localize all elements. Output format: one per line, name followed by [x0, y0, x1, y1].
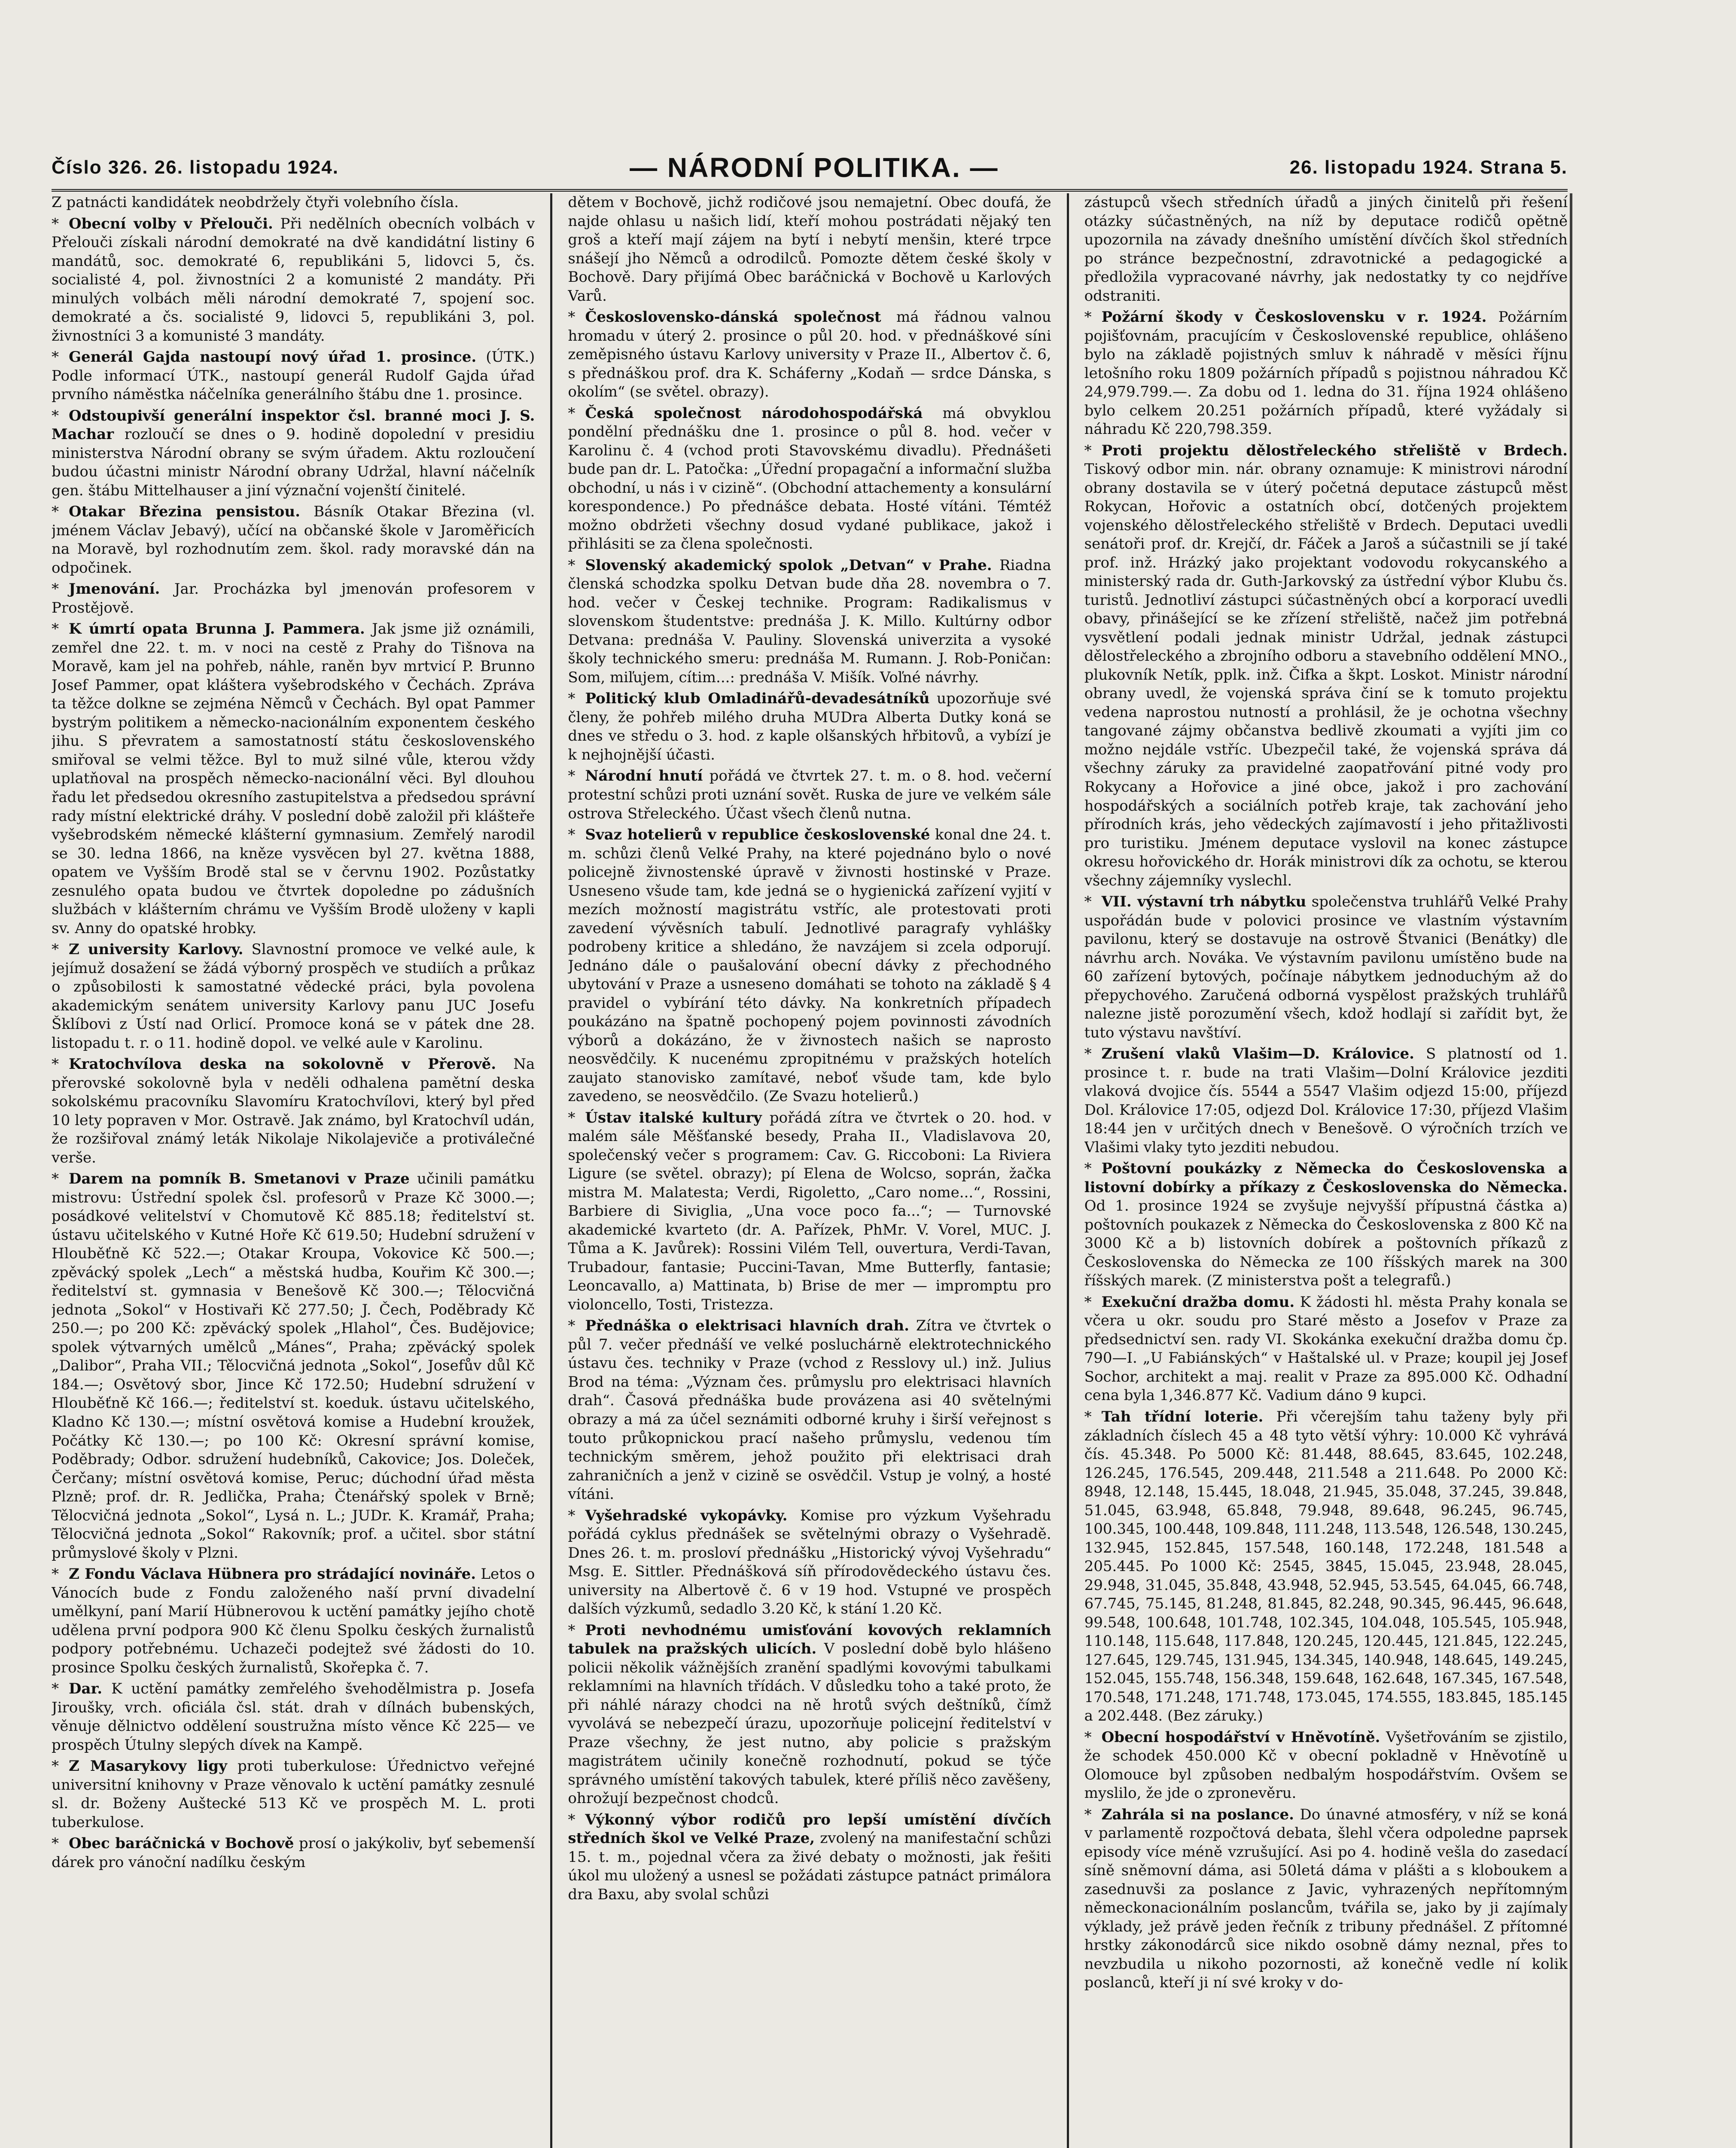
article-bullet: *	[568, 767, 576, 785]
date-page-number: 26. listopadu 1924. Strana 5.	[1289, 157, 1568, 178]
article-bullet: *	[1084, 1806, 1092, 1823]
article	[52, 215, 535, 346]
article-bullet: *	[52, 580, 59, 598]
article-text: Slavnostní promoce ve velké aule, k jejímuž dosažení se žádá výborný prospěch ve studiích a průkaz o způsobilosti k samostatné vědecké práci, byla povolena akademickým senátem university Karlovy panu JUC Josefu Šklíbovi z Ústí nad Orlicí. Promoce koná se v pátek dne 28. listopadu t. r. o 11. hodině dopol. ve velké aule v Karolinu.	[52, 941, 535, 1052]
article-text: zástupců všech středních úřadů a jiných činitelů při řešení otázky súčastněných, na níž by deputace rodičů opětně upozornila na závady dnešního umístění dívčích škol středních po stránce bezpečnostní, zdravotnické a pedagogické a předložila vypracované návrhy, jak nedostatky ty co nejdříve odstraniti.	[1084, 194, 1568, 305]
article-bullet: *	[568, 404, 576, 422]
article-text: Vyšetřováním se zjistilo, že schodek 450.000 Kč v obecní pokladně v Hněvotíně u Olomouce byl způsoben nedbalým hospodářstvím. Ovšem se myslilo, že jde o zpronevěru.	[1084, 1728, 1568, 1802]
article-bullet: *	[568, 556, 576, 574]
article-text: Básník Otakar Březina (vl. jménem Václav Jebavý), učící na občanské škole v Jaroměřicích na Moravě, byl rozhodnutím zem. škol. rady moravské dán na odpočinek.	[52, 503, 535, 577]
article-text: Jar. Procházka byl jmenován profesorem v Prostějově.	[52, 580, 535, 616]
article	[568, 1811, 1051, 1904]
article-text: Letos o Vánocích bude z Fondu založeného naší první divadelní umělkyní, paní Marií Hübnerovou k uctění památky jejího chotě udělena první podpora 900 Kč členu Spolku českých žurnalistů podpory potřebnému. Uchazeči podejtež své žádosti do 10. prosince Spolku českých žurnalistů, Skořepka č. 7.	[52, 1565, 535, 1676]
article-bullet: *	[568, 1621, 576, 1639]
article-text: zvolený na manifestační schůzi 15. t. m., pojednal včera za živé debaty o možnosti, jak řešiti úkol mu uložený a usnesl se požádati zástupce patnáct primálora dra Baxu, aby svolal schůzi	[568, 1830, 1051, 1903]
article-text: K žádosti hl. města Prahy konala se včera u okr. soudu pro Staré město a Josefov v Praze za předsednictví sen. rady VI. Skokánka exekuční dražba domu čp. 790—I. „U Fabiánských“ v Haštalské ul. v Praze; koupil jej Josef Sochor, architekt a maj. realit v Praze za 895.000 Kč. Odhadní cena byla 1,346.877 Kč. Vadium dáno 9 kupci.	[1084, 1293, 1568, 1404]
article	[52, 1757, 535, 1832]
article	[52, 407, 535, 500]
article-bullet: *	[52, 348, 59, 366]
article	[52, 1680, 535, 1754]
article	[568, 1109, 1051, 1315]
article-heading: VII. výstavní trh nábytku	[1101, 893, 1307, 911]
article-heading: Exekuční dražba domu.	[1101, 1293, 1295, 1311]
article-heading: Proti projektu dělostřeleckého střeliště v Brdech.	[1101, 442, 1568, 459]
article	[1084, 1045, 1568, 1157]
article-text: Při včerejším tahu taženy byly při základních číslech 45 a 48 tyto větší výhry: 10.000 Kč vyhrává čís. 45.348. Po 5000 Kč: 81.448, 88.645, 83.645, 102.248, 126.245, 176.545, 209.448, 211.548 a 211.648. Po 2000 Kč: 8948, 12.148, 15.445, 18.048, 21.945, 35.048, 37.245, 39.848, 51.045, 63.948, 65.848, 79.948, 89.648, 96.245, 96.745, 100.345, 100.448, 109.848, 111.248, 113.548, 126.548, 130.245, 132.945, 152.845, 157.548, 160.148, 172.248, 181.548 a 205.445. Po 1000 Kč: 2545, 3845, 15.045, 23.948, 28.045, 29.948, 31.045, 35.848, 43.948, 52.945, 53.545, 64.045, 66.748, 67.745, 75.145, 81.248, 81.845, 82.248, 90.345, 96.445, 96.648, 99.548, 100.648, 101.748, 102.345, 104.048, 105.545, 105.948, 110.148, 115.648, 117.848, 120.245, 120.445, 121.845, 122.245, 127.645, 129.745, 131.945, 134.345, 140.948, 148.645, 149.245, 152.045, 155.748, 156.348, 159.648, 162.648, 167.345, 167.548, 170.548, 171.248, 171.748, 173.045, 174.555, 183.845, 185.145 a 202.448. (Bez záruky.)	[1084, 1408, 1568, 1725]
article	[52, 1565, 535, 1677]
article	[52, 348, 535, 404]
article	[1084, 1293, 1568, 1405]
article-text: upozorňuje své členy, že pohřeb milého druha MUDra Alberta Dutky koná se dnes ve středu o 3. hod. z kaple olšanských hřbitovů, a vybízí je k nejhojnější účasti.	[568, 690, 1051, 763]
article-heading: Politický klub Omladinářů-devadesátníků	[585, 690, 930, 708]
article-bullet: *	[1084, 1045, 1092, 1063]
article-heading: Z Masarykovy ligy	[69, 1757, 227, 1775]
article-bullet: *	[1084, 893, 1092, 911]
article-heading: Otakar Březina pensistou.	[69, 503, 300, 521]
article-heading: Slovenský akademický spolok „Detvan“ v Prahe.	[585, 556, 992, 574]
article	[568, 690, 1051, 764]
article-text: V poslední době bylo hlášeno policii několik vážnějších zranění spadlými kovovými tabulkami reklamními na hlavních třídách. V důsledku toho a také proto, že při náhlé nárazy chodci na ně hrotů svých deštníků, čímž vyvolává se nebezpečí úrazu, upozorňuje policejní ředitelství v Praze všechny, že jest nutno, aby policie s pražským magistrátem učinily konečně rozhodnutí, pokud se týče správného umístění takových tabulek, které příliš něco zavěšeny, ohrožují bezpečnost chodců.	[568, 1640, 1051, 1807]
article	[52, 1055, 535, 1167]
article-bullet: *	[52, 620, 59, 638]
page-header	[52, 146, 1568, 192]
article-heading: Československo-dánská společnost	[585, 308, 881, 326]
article	[1084, 1408, 1568, 1726]
article	[568, 826, 1051, 1106]
article-text: pořádá ve čtvrtek 27. t. m. o 8. hod. večerní protestní schůzi proti uznání sovět. Ruska de jure ve velkém sále ostrova Střeleckého. Účast všech členů nutna.	[568, 767, 1051, 822]
article-bullet: *	[52, 407, 59, 424]
article-bullet: *	[52, 1757, 59, 1775]
article-heading: Ústav italské kultury	[585, 1109, 762, 1126]
article-bullet: *	[568, 1507, 576, 1524]
article	[568, 767, 1051, 823]
article-text: Tiskový odbor min. nár. obrany oznamuje: K ministrovi národní obrany dostavila se v úterý početná deputace zástupců měst Rokycan, Hořovic a ostatních obcí, dotčených projektem vojenského dělostřeleckého střeliště v Brdech. Deputaci uvedli senátoři prof. dr. Krejčí, dr. Fáček a Jaroš a súčastnili se jí také prof. inž. Hrázký jako projektant vodovodu rokycanského a ministerský rada dr. Guth-Jarkovský za ústřední výbor Klubu čs. turistů. Jednotliví zástupci súčastněných obcí a korporací uvedli obavy, přinášející se ke zřízení střeliště, načež jim potřebná vysvětlení podali jednak ministr Udržal, jednak zástupci dělostřeleckého a zbrojního odboru a stavebního oddělení MNO., plukovník Netík, pplk. inž. Čifka a škpt. Loskot. Ministr národní obrany uvedl, že vojenská správa činí se k tomuto projektu vedena naprostou nutností a prohlásil, že je ochotna všechny tangované zájmy občanstva bedlivě zkoumati a vyjíti jim co možno nejdále vstříc. Ubezpečil také, že vojenská správa dá všechny záruky za pravidelné zaopatřování pitné vody pro Rokycany a Hořovice a jiné obce, jakož i pro zachování hospodářských a sociálních potřeb kraje, tak zachování jeho přírodních krás, jeho vědeckých zajímavostí i jeho přitažlivosti pro turistiku. Jménem deputace vyslovil na konec zástupce okresu hořovického dr. Horák ministrovi dík za ochotu, se kterou všechny zájemníky vyslechl.	[1084, 461, 1568, 889]
article-heading: Svaz hotelierů v republice československé	[585, 826, 930, 844]
article-heading: Proti nevhodnému umisťování kovových reklamních tabulek na pražských ulicích.	[568, 1621, 1051, 1658]
article-bullet: *	[52, 1170, 59, 1188]
article	[568, 1621, 1051, 1808]
article-text: Zítra ve čtvrtek o půl 7. večer přednáší ve velké posluchárně elektrotechnického ústavu čes. techniky v Praze (vchod z Resslovy ul.) inž. Julius Brod na téma: „Význam čes. průmyslu pro elektrisaci hlavních drah“. Časová přednáška bude provázena asi 40 světelnými obrazy a má za účel seznámiti odborné kruhy i širší veřejnost s touto průkopnickou prací našeho průmyslu, vedenou tím technickým směrem, jehož použito při elektrisaci drah zahraničních a jenž v cizině se osvědčil. Vstup je volný, a hosté vítáni.	[568, 1317, 1051, 1503]
article-heading: Přednáška o elektrisaci hlavních drah.	[585, 1317, 909, 1335]
article-text: Jak jsme již oznámili, zemřel dne 22. t. m. v noci na cestě z Prahy do Tišnova na Moravě, kam jel na pohřeb, náhle, raněn byv mrtvicí P. Brunno Josef Pammer, opat kláštera vyšebrodského v Čechách. Zpráva ta těžce dolkne se zejména Němců v Čechách. Byl opat Pammer bystrým politikem a německo-nacionálním exponentem českého jihu. S převratem a samostatností státu československého smiřoval se velmi těžce. Byl to muž silné vůle, kterou vždy uplatňoval na prospěch německo-nacionální věci. Byl dlouhou řadu let předsedou okresního zastupitelstva a předsedou správní rady místní elektrické dráhy. V poslední době založil při klášteře vyšebrodském německé klášterní gymnasium. Zemřelý narodil se 30. ledna 1866, na kněze vysvěcen byl 27. května 1888, opatem ve Vyšším Brodě stal se v červnu 1902. Pozůstatky zesnulého opata budou ve čtvrtek dopoledne po zádušních službách v klášterním chrámu ve Vyšším Brodě uloženy v kapli sv. Anny do opatské hrobky.	[52, 620, 535, 937]
article-bullet: *	[1084, 1728, 1092, 1746]
article	[52, 1170, 535, 1562]
article-bullet: *	[52, 941, 59, 958]
article-heading: Vyšehradské vykopávky.	[585, 1507, 788, 1524]
article	[568, 556, 1051, 687]
article-text: společenstva truhlářů Velké Prahy uspořádán bude v polovici prosince ve vlastním výstavním pavilonu, který se dostavuje na ostrově Štvanici (Benátky) dle návrhu arch. Nováka. Ve výstavním pavilonu umístěno bude na 60 zařízení bytových, počínaje nábytkem jednoduchým až do přepychového. Zaručená odborná vyspělost pražských truhlářů nalezne jistě porozumění všech, kdož hodlají si zařídit byt, že tuto výstavu navštíví.	[1084, 893, 1568, 1041]
article	[1084, 1728, 1568, 1803]
article	[1084, 308, 1568, 439]
column-1	[52, 193, 535, 2148]
article-text: proti tuberkulose: Úřednictvo veřejné universitní knihovny v Praze věnovalo k uctění památky zesnulé sl. dr. Boženy Auštecké 513 Kč ve prospěch M. L. proti tuberkulose.	[52, 1757, 535, 1831]
article-heading: K úmrtí opata Brunna J. Pammera.	[69, 620, 365, 638]
article-text: má řádnou valnou hromadu v úterý 2. prosince o půl 20. hod. v přednáškové síni zeměpisného ústavu Karlovy university v Praze II., Albertov č. 6, s přednáškou prof. dra K. Scháferny „Kodaň — srdce Dánska, s okolím“ (se světel. obrazy).	[568, 308, 1051, 401]
article	[1084, 1806, 1568, 1992]
article	[1084, 1159, 1568, 1291]
article-text: konal dne 24. t. m. schůzi členů Velké Prahy, na které pojednáno bylo o nové policejně živnostenské úpravě v živnosti hostinské v Praze. Usneseno všude tam, kde jedná se o hygienická zařízení vyjití v mezích možností magistrátu vstříc, ale protestovati proti zavedení vývěsních tabulí. Jednotlivé paragrafy vyhlášky podrobeny kritice a shledáno, že navzájem si zcela odporují. Jednáno dále o paušalování obecní dávky z přechodného ubytování v Praze a usneseno domáhati se tohoto na základě § 4 pravidel o vybírání této dávky. Na konkretních případech poukázáno na špatně pochopený pojem povinnosti závodních výborů a dokázáno, že v živnostech našich se naprosto neosvědčily. K nucenému zpropitnému v pražských hotelích zaujato stanovisko zamítavé, neboť všude tam, kde bylo zavedeno, se neosvědčilo. (Ze Svazu hotelierů.)	[568, 826, 1051, 1105]
article-text: Požárním pojišťovnám, pracujícím v Československé republice, ohlášeno bylo na základě pojistných smluv k náhradě v měsíci říjnu letošního roku 1809 požárních případů s pojistnou náhradou Kč 24,979.799.—. Za dobu od 1. ledna do 31. října 1924 ohlášeno bylo celkem 20.251 požárních případů, které vyžádaly si náhradu Kč 220,798.359.	[1084, 308, 1568, 438]
article-text: dětem v Bochově, jichž rodičové jsou nemajetní. Obec doufá, že najde ohlasu u našich lidí, kteří mohou postrádati nějaký ten groš a kteří mají zájem na bytí i nebytí menšin, které trpce snášejí jho Němců a odrodilců. Pomozte dětem české školy v Bochově. Dary přijímá Obec baráčnická v Bochově u Karlových Varů.	[568, 194, 1051, 305]
article-heading: Poštovní poukázky z Německa do Československa a listovní dobírky a příkazy z Československa do Německa.	[1084, 1160, 1568, 1196]
article	[568, 308, 1051, 402]
article-text: K uctění památky zemřelého švehodělmistra p. Josefa Jiroušky, vrch. oficiála čsl. stát. drah v dílnách bubenských, věnuje dělnictvo oddělení soustružna místo věnce Kč 225— ve prospěch Útulny slepých dívek na Kampě.	[52, 1680, 535, 1754]
article-heading: Obecní volby v Přelouči.	[69, 215, 273, 232]
article-heading: Kratochvílova deska na sokolovně v Přerově.	[69, 1056, 496, 1073]
article-columns	[52, 193, 1568, 2148]
article-heading: Z university Karlovy.	[69, 941, 244, 958]
article-text: (ÚTK.) Podle informací ÚTK., nastoupí generál Rudolf Gajda úřad prvního náměstka náčelníka generálního štábu dne 1. prosince.	[52, 348, 535, 403]
article-heading: Generál Gajda nastoupí nový úřad 1. prosince.	[69, 348, 477, 366]
article-heading: Darem na pomník B. Smetanovi v Praze	[69, 1170, 410, 1188]
article-text: Riadna členská schodzka spolku Detvan bude dňa 28. novembra o 7. hod. večer v Českej technike. Program: Radikalismus v slovenskom študentstve: prednáša J. K. Millo. Kultúrny odbor Detvana: prednáša V. Pauliny. Slovenská univerzita a vysoké školy technického smeru: prednáša M. Rumann. J. Rob-Poničan: Som, miľujem, cítim...: prednáša V. Mišík. Voľné návrhy.	[568, 556, 1051, 686]
article-bullet: *	[52, 1056, 59, 1073]
article	[1084, 193, 1568, 305]
article	[52, 503, 535, 577]
article	[52, 1834, 535, 1872]
article-bullet: *	[1084, 442, 1092, 459]
article-text: učinili památku mistrovu: Ústřední spolek čsl. profesorů v Praze Kč 3000.—; posádkové velitelství v Chomutově Kč 885.18; ředitelství st. ústavu učitelského v Kutné Hoře Kč 619.50; Hudební sdružení v Hlouběťně Kč 522.—; Otakar Kroupa, Vokovice Kč 500.—; zpěvácký spolek „Lech“ a městská hudba, Kouřim Kč 300.—; ředitelství st. gymnasia v Benešově Kč 300.—; Tělocvičná jednota „Sokol“ v Hostivaři Kč 277.50; J. Čech, Poděbrady Kč 250.—; po 200 Kč: zpěvácký spolek „Hlahol“, Čes. Budějovice; spolek výtvarných umělců „Mánes“, Praha; zpěvácký spolek „Dalibor“, Praha VII.; Tělocvičná jednota „Sokol“, Josefův důl Kč 184.—; Osvětový sbor, Jince Kč 172.50; Hudební sdružení v Hlouběťně Kč 166.—; ředitelství st. koeduk. ústavu učitelského, Kladno Kč 130.—; místní osvětová komise a Hudební kroužek, Počátky Kč 130.—; po 100 Kč: Okresní správní komise, Poděbrady; Odbor. sdružení hudebníků, Cakovice; Jos. Doleček, Čerčany; místní osvětová komise, Peruc; dúchodní úřad města Plzně; prof. dr. R. Jedlička, Praha; Čtenářský spolek v Brně; Tělocvičná jednota „Sokol“, Lysá n. L.; JUDr. K. Kramář, Praha; Tělocvičná jednota „Sokol“ Rakovník; prof. a učitel. sbor státní průmyslové školy v Plzni.	[52, 1170, 535, 1562]
article	[52, 940, 535, 1053]
article-text: S platností od 1. prosince t. r. bude na trati Vlašim—Dolní Královice jezditi vlaková dvojice čís. 5544 a 5547 Vlašim odjezd 15:00, příjezd Dol. Královice 17:05, odjezd Dol. Královice 17:30, příjezd Vlašim 18:44 jen v určitých dnech v Benešově. O výročních trzích ve Vlašimi vlaky tyto jezditi nebudou.	[1084, 1045, 1568, 1156]
article-bullet: *	[1084, 308, 1092, 326]
article	[1084, 893, 1568, 1042]
article-text: rozloučí se dnes o 9. hodině dopolední v presidiu ministerstva Národní obrany se svým úřadem. Aktu rozloučení budou účastni ministr Národní obrany Udržal, hlavní náčelník gen. štábu Mittelhauser a jiní význační vojenští činitelé.	[52, 426, 535, 499]
article	[568, 193, 1051, 305]
binding-edge	[1570, 193, 1572, 2148]
article-bullet: *	[568, 826, 576, 844]
article	[568, 1317, 1051, 1504]
masthead-title: — NÁRODNÍ POLITIKA. —	[630, 152, 999, 183]
article-text: má obvyklou pondělní přednášku dne 1. prosince o půl 8. hod. večer v Karolinu č. 4 (vchod proti Stavovskému divadlu). Přednášeti bude pan dr. L. Patočka: „Úřední propagační a informační služba obchodní, u nás i v cizině“. (Obchodní attachementy a konsulární korespondence.) Po přednášce debata. Hosté vítáni. Témtéž možno obdržeti všechny dosud vydané publikace, jakož i přihlásiti se za člena společnosti.	[568, 404, 1051, 553]
article	[52, 193, 535, 212]
article-bullet: *	[568, 1317, 576, 1335]
article-text: Na přerovské sokolovně byla v neděli odhalena pamětní deska sokolskému pracovníku Slavomíru Kratochvílovi, který byl před 10 lety popraven v Mor. Ostravě. Jak známo, byl Kratochvíl udán, že rozšiřoval známý leták Nikolaje Nikolajeviče a protiválečné verše.	[52, 1056, 535, 1166]
article	[568, 1507, 1051, 1619]
article-bullet: *	[1084, 1293, 1092, 1311]
article-heading: Česká společnost národohospodářská	[585, 404, 923, 422]
article	[1084, 442, 1568, 890]
article-heading: Odstoupivší generální inspektor čsl. branné moci J. S. Machar	[52, 407, 535, 443]
article-text: Z patnácti kandidátek neobdržely čtyři volebního čísla.	[52, 194, 459, 211]
article-bullet: *	[1084, 1408, 1092, 1425]
article-text: Do únavné atmosféry, v níž se koná v parlamentě rozpočtová debata, šlehl včera odpoledne paprsek episody více méně vzrušující. Asi po 4. hodině vešla do zasedací síně sněmovní dáma, asi 50letá dáma v plášti a s kloboukem a zasednuvši za poslance z Javic, vyhrazených nepřítomným německonacionálním poslancům, tvářila se, jako by ji zajímaly výklady, jež právě jeden řečník z tribuny přednášel. Z přítomné hrstky zákonodárců sice nikdo osobně dámy neznal, přes to nevzbudila u nikoho pozornosti, až konečně vedle ní kolik poslanců, kteří ji ní své kroky v do-	[1084, 1806, 1568, 1992]
article	[52, 580, 535, 617]
article-text: Komise pro výzkum Vyšehradu pořádá cyklus přednášek se světelnými obrazy o Vyšehradě. Dnes 26. t. m. prosloví přednášku „Historický vývoj Vyšehradu“ Msg. E. Sittler. Přednášková síň přírodovědeckého ústavu čes. university na Albertově č. 6 v 19 hod. Vstupné ve prospěch dalších výzkumů, sedadlo 3.20 Kč, k stání 1.20 Kč.	[568, 1507, 1051, 1618]
article	[52, 620, 535, 938]
article-heading: Z Fondu Václava Hübnera pro strádající novináře.	[69, 1565, 476, 1583]
article-bullet: *	[568, 690, 576, 708]
article-heading: Zahrála si na poslance.	[1101, 1806, 1294, 1823]
article-heading: Obecní hospodářství v Hněvotíně.	[1101, 1728, 1380, 1746]
article-bullet: *	[52, 1835, 59, 1852]
column-divider	[1067, 193, 1069, 2148]
article-bullet: *	[52, 1565, 59, 1583]
article-bullet: *	[568, 308, 576, 326]
article-heading: Dar.	[69, 1680, 103, 1698]
article-bullet: *	[568, 1109, 576, 1126]
article-text: Při nedělních obecních volbách v Přelouči získali národní demokraté na dvě kandidátní listiny 6 mandátů, soc. demokraté 6, republikáni 5, lidovci 5, čs. socialisté 4, pol. živnostníci 2 a komunisté 2 mandáty. Při minulých volbách měli národní demokraté 7, spojení soc. demokraté a čs. socialisté 9, lidovci 5, republikáni 3, pol. živnostníci 3 a komunisté 3 mandáty.	[52, 215, 535, 345]
article-bullet: *	[52, 215, 59, 232]
article-heading: Obec baráčnická v Bochově	[69, 1835, 294, 1852]
article-bullet: *	[52, 1680, 59, 1698]
article-heading: Požární škody v Československu v r. 1924.	[1101, 308, 1487, 326]
article-heading: Výkonný výbor rodičů pro lepší umístění dívčích středních škol ve Velké Praze,	[568, 1811, 1051, 1847]
article-text: prosí o jakýkoliv, byť sebemenší dárek pro vánoční nadílku českým	[52, 1835, 535, 1871]
article-bullet: *	[52, 503, 59, 521]
article-heading: Národní hnutí	[585, 767, 703, 785]
article-heading: Jmenování.	[69, 580, 160, 598]
issue-number: Číslo 326. 26. listopadu 1924.	[52, 157, 339, 178]
article-text: Od 1. prosince 1924 se zvyšuje nejvyšší přípustná částka a) poštovních poukazek z Německa do Československa z 800 Kč na 3000 Kč a b) listovních dobírek a poštovních příkazů z Československa do Německa ze 100 říšských marek na 300 říšských marek. (Z ministerstva pošt a telegrafů.)	[1084, 1197, 1568, 1290]
article-heading: Zrušení vlaků Vlašim—D. Královice.	[1101, 1045, 1415, 1063]
column-divider	[550, 193, 552, 2148]
column-3	[1084, 193, 1568, 2148]
article-text: pořádá zítra ve čtvrtek o 20. hod. v malém sále Měšťanské besedy, Praha II., Vladislavova 20, společenský večer s programem: Cav. G. Riccoboni: La Riviera Ligure (se světel. obrazy); pí Elena de Wolcso, soprán, žačka mistra M. Malatesta; Verdi, Rigoletto, „Caro nome...“, Rossini, Barbiere di Siviglia, „Una voce poco fa...“; — Turnovské akademické kvarteto (dr. A. Pařízek, PhMr. V. Vorel, MUC. J. Tůma a K. Javůrek): Rossini Vilém Tell, ouvertura, Verdi-Tavan, Trubadour, fantasie; Puccini-Tavan, Mme Butterfly, fantasie; Leoncavallo, a) Mattinata, b) Brise de mer — impromptu pro violoncello, Tosti, Tristezza.	[568, 1109, 1051, 1313]
article-heading: Tah třídní loterie.	[1101, 1408, 1264, 1425]
article-bullet: *	[1084, 1160, 1092, 1178]
column-2	[568, 193, 1051, 2148]
article	[568, 404, 1051, 554]
article-bullet: *	[568, 1811, 576, 1828]
